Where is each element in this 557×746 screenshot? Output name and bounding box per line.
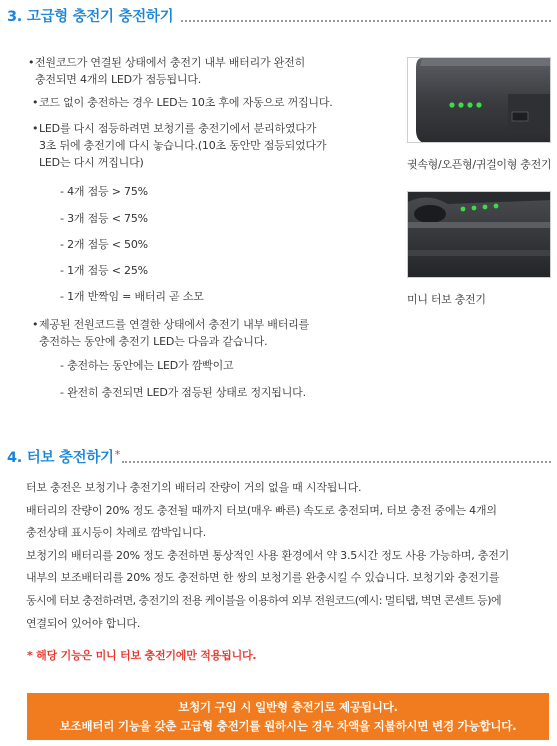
info-banner	[27, 693, 549, 740]
charging-state-blinking: - 충전하는 동안에는 LED가 깜빡이고	[60, 359, 234, 372]
bullet-1-line2: 충전되면 4개의 LED가 점등됩니다.	[35, 73, 202, 86]
bullet-1: • 전원코드가 연결된 상태에서 충전기 내부 배터리가 완전히 충전되면 4개의 LED가 점등됩니다.	[28, 56, 306, 86]
led-state-blink: - 1개 반짝임 = 배터리 곧 소모	[60, 290, 204, 303]
section3-title: 3. 고급형 충전기 충전하기	[7, 9, 174, 25]
led-state-1: - 1개 점등 < 25%	[60, 264, 148, 277]
bullet-4-line1: 제공된 전원코드를 연결한 상태에서 충전기 내부 배터리를	[39, 318, 310, 331]
led-state-2: - 2개 점등 < 50%	[60, 238, 148, 251]
turbo-line-7: 연결되어 있어야 합니다.	[26, 616, 141, 630]
turbo-line-5: 내부의 보조배터리를 20% 정도 충전하면 한 쌍의 보청기를 완충시킬 수 있습니다. 보청기와 충전기를	[26, 571, 500, 585]
turbo-note: * 해당 기능은 미니 터보 충전기에만 적용됩니다.	[27, 649, 257, 662]
banner-line-1: 보청기 구입 시 일반형 충전기로 제공됩니다.	[178, 700, 398, 714]
bullet-4-line2: 충전하는 동안에 충전기 LED는 다음과 같습니다.	[39, 335, 268, 348]
bullet-1-line1: 전원코드가 연결된 상태에서 충전기 내부 배터리가 완전히	[35, 56, 306, 69]
mini-turbo-charger-photo	[407, 191, 551, 278]
bullet-3-line1: LED를 다시 점등하려면 보청기를 충전기에서 분리하였다가	[39, 122, 317, 135]
bullet-3-line2: 3초 뒤에 충전기에 다시 놓습니다.(10초 동안만 점등되었다가	[39, 139, 327, 152]
premium-charger-photo	[407, 57, 551, 143]
turbo-line-1: 터보 충전은 보청기나 충전기의 배터리 잔량이 거의 없을 때 시작됩니다.	[26, 481, 362, 494]
led-state-3: - 3개 점등 < 75%	[60, 212, 148, 225]
bullet-2-line1: 코드 없이 충전하는 경우 LED는 10초 후에 자동으로 꺼집니다.	[39, 96, 333, 109]
banner-line-2: 보조배터리 기능을 갖춘 고급형 충전기를 원하시는 경우 차액을 지불하시면 변경 가능합니다.	[59, 719, 517, 733]
turbo-line-3: 충전상태 표시등이 차례로 깜박입니다.	[26, 526, 207, 540]
section4-title: 4. 터보 충전하기	[7, 450, 114, 466]
premium-charger-caption: 귓속형/오픈형/귀걸이형 충전기	[407, 158, 552, 171]
section4-dotted-rule	[122, 461, 551, 463]
bullet-2: • 코드 없이 충전하는 경우 LED는 10초 후에 자동으로 꺼집니다.	[32, 96, 333, 109]
turbo-description	[26, 477, 545, 635]
section4-asterisk: *	[114, 448, 121, 461]
turbo-line-2: 배터리의 잔량이 20% 정도 충전될 때까지 터보(매우 빠른) 속도로 충전되며, 터보 충전 중에는 4개의	[26, 503, 497, 517]
turbo-line-6: 동시에 터보 충전하려면, 충전기의 전용 케이블을 이용하여 외부 전원코드(예시: 멀티탭, 벽면 콘센트 등)에	[26, 593, 502, 607]
bullet-4: • 제공된 전원코드를 연결한 상태에서 충전기 내부 배터리를 충전하는 동안에 충전기 LED는 다음과 같습니다.	[32, 318, 310, 348]
led-state-4: - 4개 점등 > 75%	[60, 185, 148, 198]
charging-state-full: - 완전히 충전되면 LED가 점등된 상태로 정지됩니다.	[60, 386, 306, 399]
bullet-3-line3: LED는 다시 꺼집니다)	[39, 156, 144, 169]
section4-header	[7, 445, 551, 467]
section3-dotted-rule	[181, 20, 551, 22]
bullet-3: • LED를 다시 점등하려면 보청기를 충전기에서 분리하였다가 3초 뒤에 충전기에 다시 놓습니다.(10초 동안만 점등되었다가 LED는 다시 꺼집니다)	[32, 122, 327, 169]
section3-header	[7, 4, 551, 26]
mini-turbo-charger-caption: 미니 터보 충전기	[407, 293, 486, 306]
turbo-line-4: 보청기의 배터리를 20% 정도 충전하면 통상적인 사용 환경에서 약 3.5시간 정도 사용 가능하며, 충전기	[26, 548, 510, 562]
